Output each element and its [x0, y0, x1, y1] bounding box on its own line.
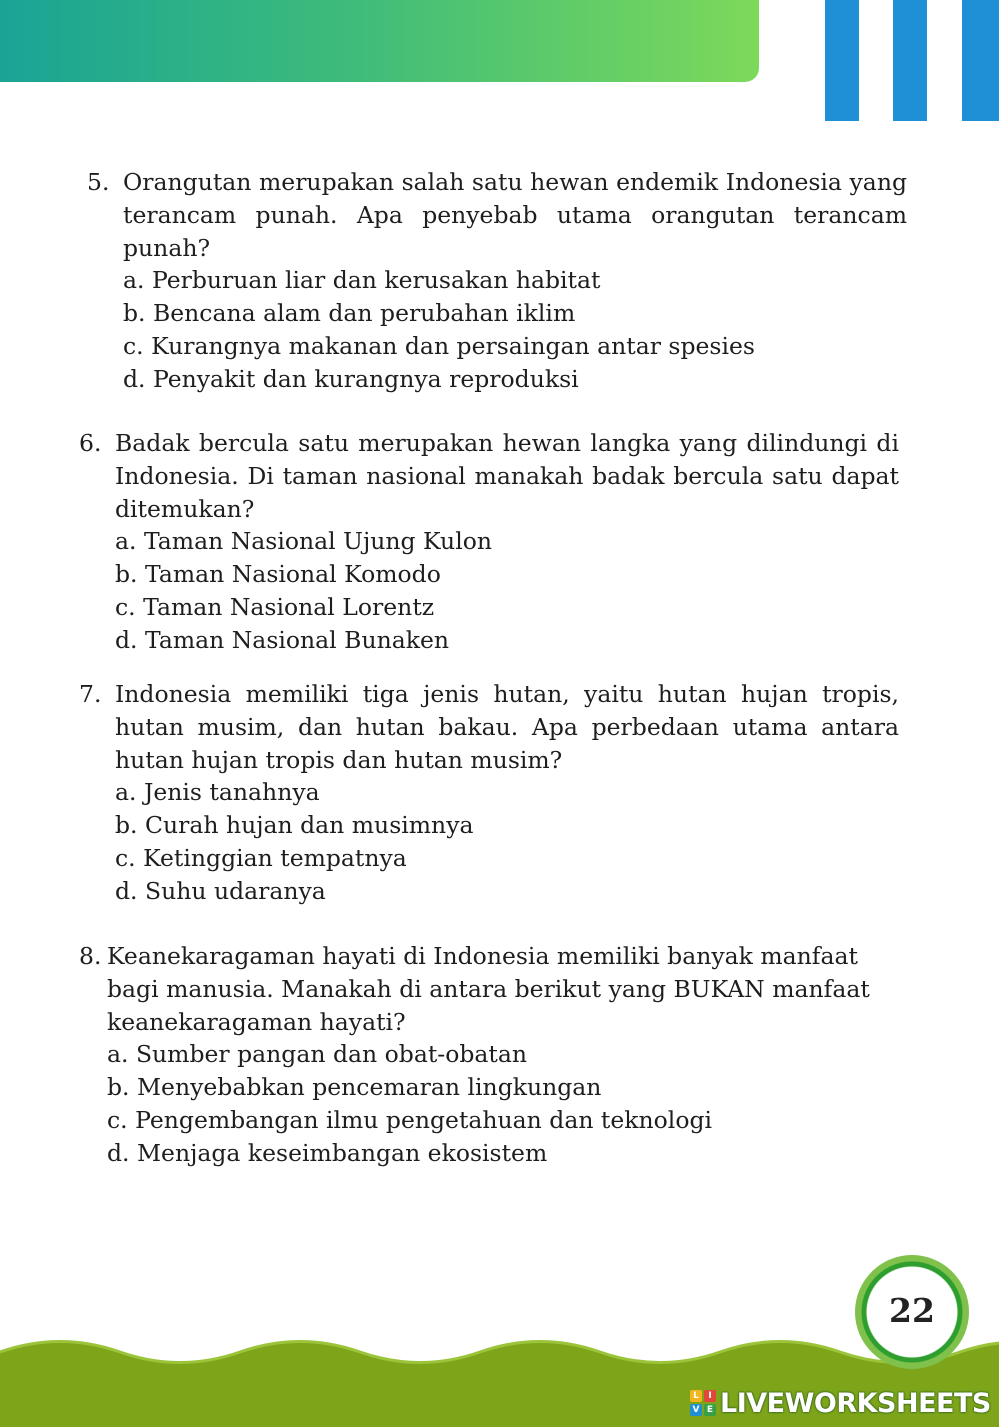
question-number: 8. — [79, 942, 102, 970]
question-number: 7. — [79, 680, 102, 708]
answer-option-d[interactable]: d. Penyakit dan kurangnya reproduksi — [123, 364, 579, 393]
question-text: Orangutan merupakan salah satu hewan endemik Indonesia yang terancam punah. Apa penyebab utama orangutan terancam punah? — [123, 168, 907, 262]
answer-option-a[interactable]: a. Taman Nasional Ujung Kulon — [115, 527, 492, 556]
answer-option-c[interactable]: c. Pengembangan ilmu pengetahuan dan teknologi — [107, 1105, 713, 1134]
question-text: Indonesia memiliki tiga jenis hutan, yaitu hutan hujan tropis, hutan musim, dan hutan bakau. Apa perbedaan utama antara hutan hujan tropis dan hutan musim? — [115, 680, 899, 774]
liveworksheets-wordmark: LIVEWORKSHEETS — [720, 1387, 991, 1419]
answer-options — [115, 776, 899, 907]
answer-option-a[interactable]: a. Sumber pangan dan obat-obatan — [107, 1040, 528, 1069]
question-number: 5. — [87, 168, 110, 196]
logo-letter: I — [704, 1390, 716, 1402]
header-stripe — [825, 0, 859, 121]
answer-option-c[interactable]: c. Taman Nasional Lorentz — [115, 592, 435, 621]
question-8 — [79, 940, 879, 1170]
answer-option-a[interactable]: a. Jenis tanahnya — [115, 778, 320, 807]
answer-option-d[interactable]: d. Suhu udaranya — [115, 876, 326, 905]
answer-option-b[interactable]: b. Menyebabkan pencemaran lingkungan — [107, 1073, 602, 1102]
answer-option-d[interactable]: d. Taman Nasional Bunaken — [115, 625, 450, 654]
answer-options — [123, 264, 907, 395]
question-6 — [79, 427, 899, 657]
page-number-badge — [855, 1255, 969, 1369]
question-text: Badak bercula satu merupakan hewan langka yang dilindungi di Indonesia. Di taman nasional manakah badak bercula satu dapat ditemukan? — [115, 429, 899, 523]
question-5 — [87, 166, 907, 396]
answer-option-a[interactable]: a. Perburuan liar dan kerusakan habitat — [123, 266, 601, 295]
answer-option-b[interactable]: b. Curah hujan dan musimnya — [115, 811, 474, 840]
answer-option-b[interactable]: b. Taman Nasional Komodo — [115, 560, 441, 589]
question-7 — [79, 678, 899, 908]
header-stripe — [962, 0, 999, 121]
answer-options — [115, 525, 899, 656]
answer-option-b[interactable]: b. Bencana alam dan perubahan iklim — [123, 299, 576, 328]
question-text: Keanekaragaman hayati di Indonesia memiliki banyak manfaat bagi manusia. Manakah di antara berikut yang BUKAN manfaat keanekaragaman hayati? — [107, 942, 870, 1036]
answer-option-d[interactable]: d. Menjaga keseimbangan ekosistem — [107, 1138, 548, 1167]
liveworksheets-logo-icon — [690, 1390, 716, 1416]
question-number: 6. — [79, 429, 102, 457]
answer-option-c[interactable]: c. Kurangnya makanan dan persaingan antar spesies — [123, 331, 755, 360]
header-banner — [0, 0, 759, 82]
header-stripe — [893, 0, 927, 121]
logo-letter: V — [690, 1404, 702, 1416]
answer-option-c[interactable]: c. Ketinggian tempatnya — [115, 843, 407, 872]
logo-letter: E — [704, 1404, 716, 1416]
answer-options — [107, 1038, 879, 1169]
page-number: 22 — [889, 1290, 935, 1330]
liveworksheets-brand — [690, 1383, 991, 1423]
logo-letter: L — [690, 1390, 702, 1402]
